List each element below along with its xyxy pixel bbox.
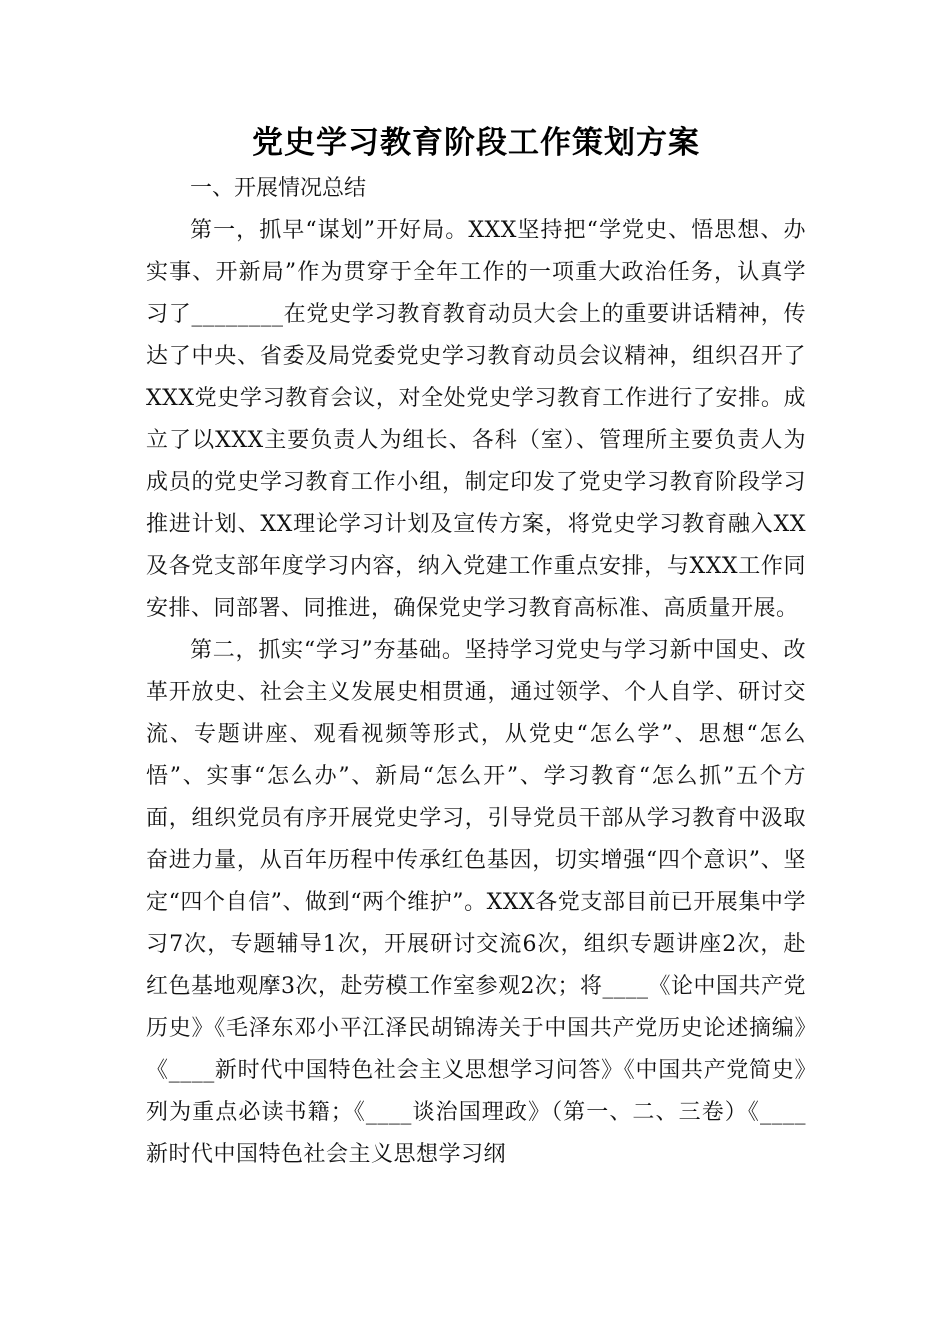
paragraph-1: 第一，抓早“谋划”开好局。XXX坚持把“学党史、悟思想、办实事、开新局”作为贯穿于全年工作的一项重大政治任务，认真学习了________在党史学习教育教育动员大会上的重要讲话精神，传达了中央、省委及局党委党史学习教育动员会议精神，组织召开了XXX党史学习教育会议，对全处党史学习教育工作进行了安排。成立了以XXX主要负责人为组长、各科（室）、管理所主要负责人为成员的党史学习教育工作小组，制定印发了党史学习教育阶段学习推进计划、XX理论学习计划及宣传方案，将党史学习教育融入XX及各党支部年度学习内容，纳入党建工作重点安排，与XXX工作同安排、同部署、同推进，确保党史学习教育高标准、高质量开展。 — [146, 218, 806, 621]
document-page — [146, 118, 806, 1176]
section-heading: 一、开展情况总结 — [190, 176, 367, 201]
document-title: 党史学习教育阶段工作策划方案 — [252, 125, 700, 161]
paragraph-2: 第二，抓实“学习”夯基础。坚持学习党史与学习新中国史、改革开放史、社会主义发展史相贯通，通过领学、个人自学、研讨交流、专题讲座、观看视频等形式，从党史“怎么学”、思想“怎么悟”、实事“怎么办”、新局“怎么开”、学习教育“怎么抓”五个方面，组织党员有序开展党史学习，引导党员干部从学习教育中汲取奋进力量，从百年历程中传承红色基因，切实增强“四个意识”、坚定“四个自信”、做到“两个维护”。XXX各党支部目前已开展集中学习7次，专题辅导1次，开展研讨交流6次，组织专题讲座2次，赴红色基地观摩3次，赴劳模工作室参观2次；将____《论中国共产党历史》《毛泽东邓小平江泽民胡锦涛关于中国共产党历史论述摘编》《____新时代中国特色社会主义思想学习问答》《中国共产党简史》列为重点必读书籍；《____谈治国理政》（第一、二、三卷）《____新时代中国特色社会主义思想学习纲 — [146, 638, 806, 1167]
